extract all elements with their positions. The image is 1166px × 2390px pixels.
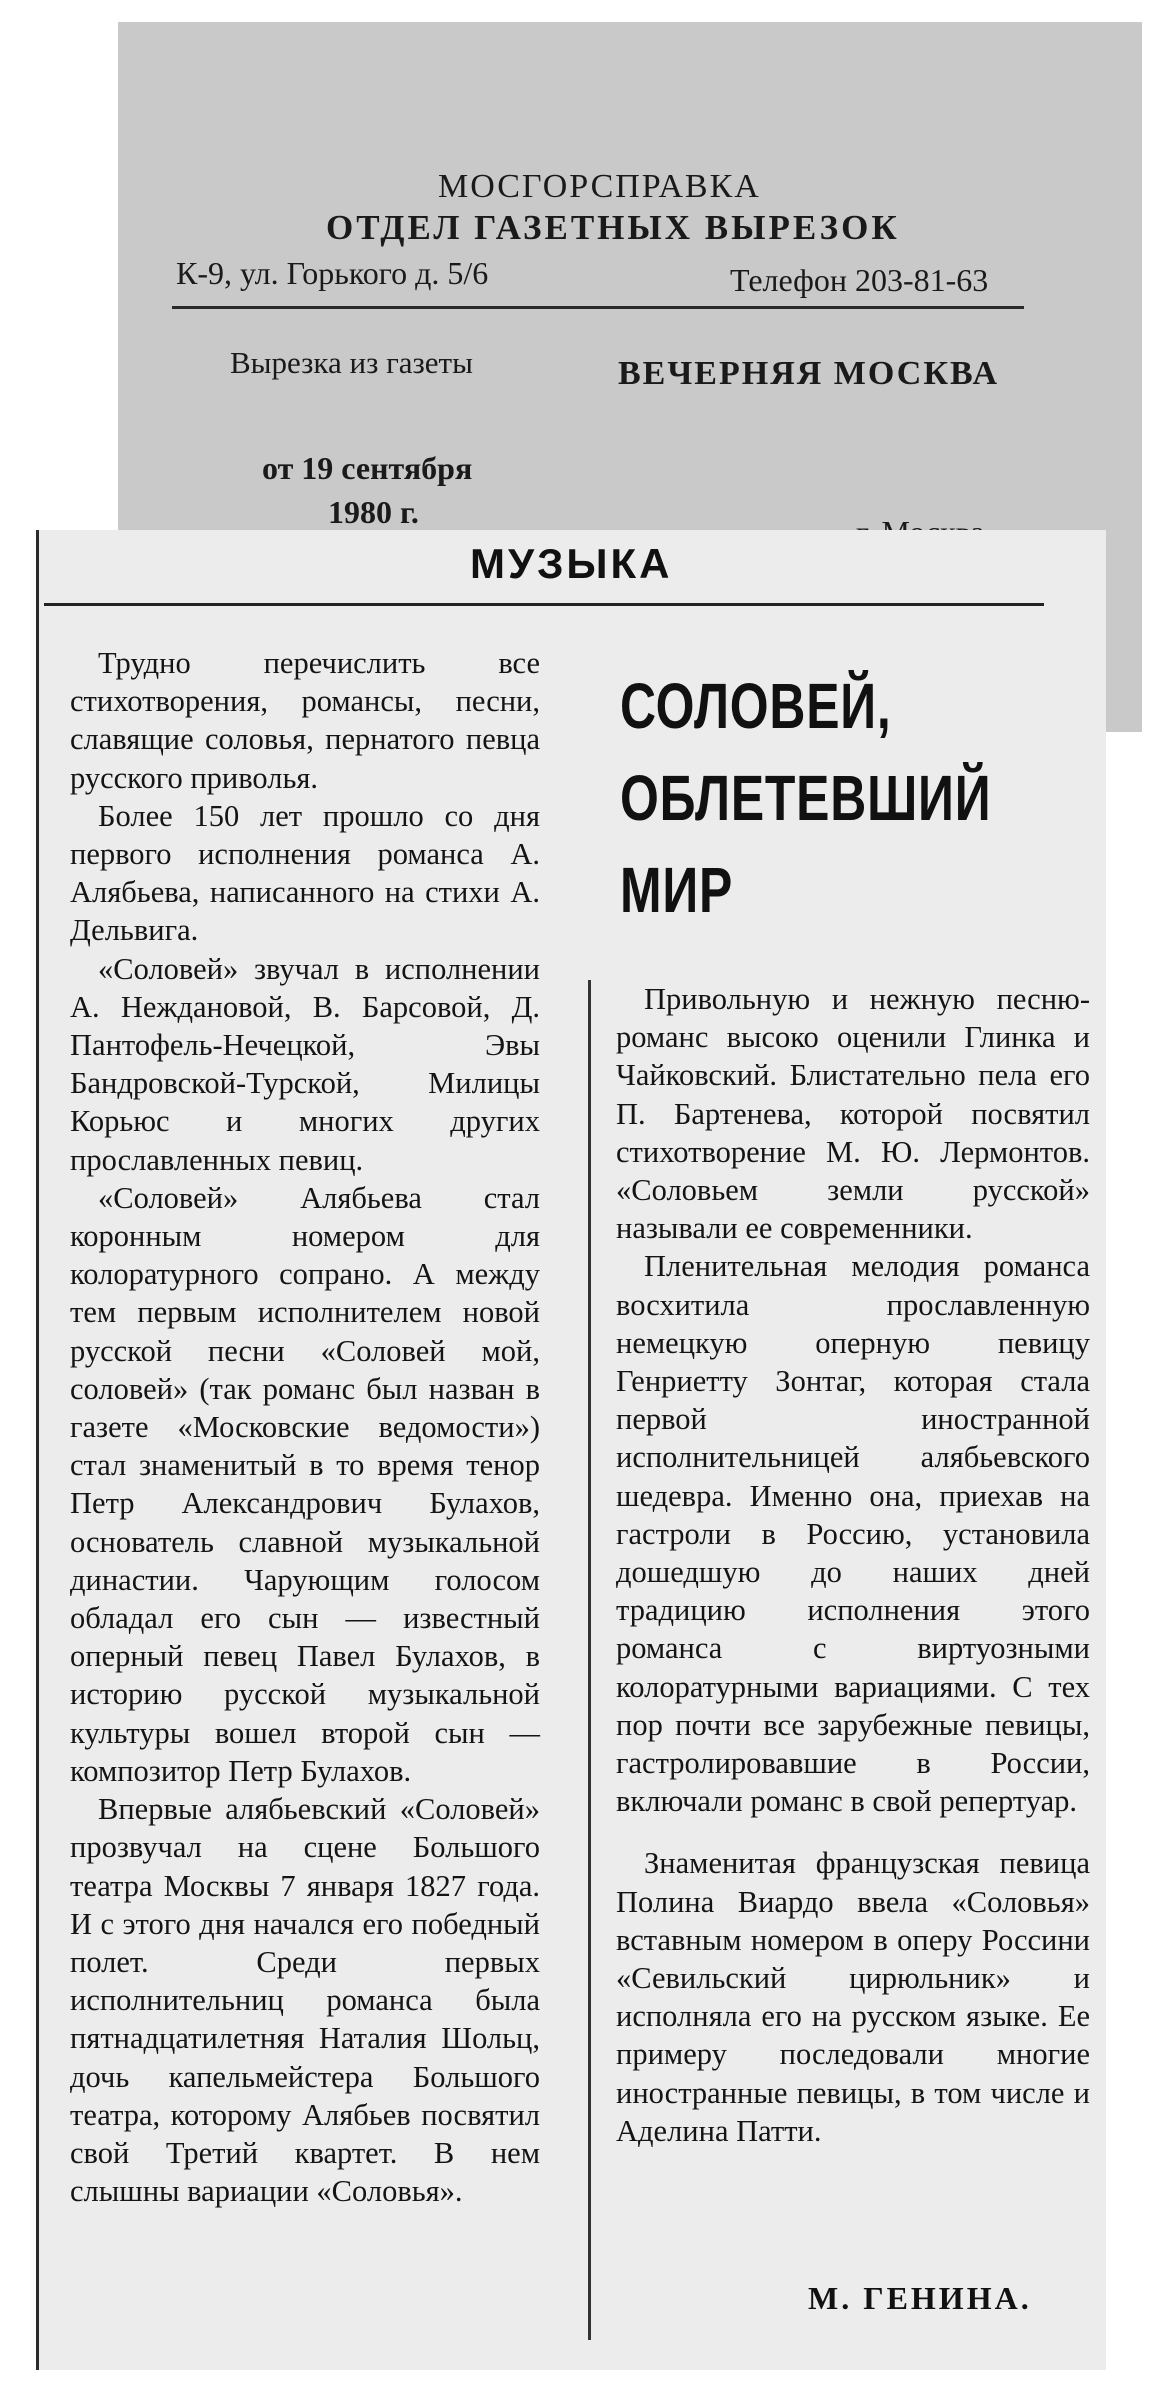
article-headline (620, 660, 992, 936)
department-name: ОТДЕЛ ГАЗЕТНЫХ ВЫРЕЗОК (326, 208, 900, 247)
article-paragraph: Более 150 лет прошло со дня первого исполнения романса А. Алябьева, написанного на стихи А. Дельвига. (70, 798, 540, 948)
article-paragraph: Трудно перечислить все стихотворения, романсы, песни, славящие соловья, пернатого певца русского приволья. (70, 646, 540, 795)
newspaper-name: ВЕЧЕРНЯЯ МОСКВА (618, 355, 1000, 392)
column-divider (588, 980, 591, 2340)
headline-line: ОБЛЕТЕВШИЙ (620, 762, 992, 834)
rubric-divider (44, 603, 1044, 606)
agency-address: К-9, ул. Горького д. 5/6 (176, 255, 489, 291)
clip-year: 1980 г. (328, 494, 419, 530)
article-paragraph: «Соловей» Алябьева стал коронным номером для колоратурного сопрано. А между тем первым исполнителем новой русской песни «Соловей мой, соловей» (так романс был назван в газете «Московские ведомости») стал знаменитый в то время тенор Петр Александрович Булахов, основатель славной музыкальной династии. Чарующим голосом обладал его сын — известный оперный певец Павел Булахов, в историю русской музыкальной культуры вошел второй сын — композитор Петр Булахов. (70, 1180, 540, 1788)
section-rubric: МУЗЫКА (470, 540, 673, 587)
article-paragraph: Знаменитая французская певица Полина Виардо ввела «Соловья» вставным номером в оперу Россини «Севильский цирюльник» и исполняла его на русском языке. Ее примеру последовали многие иностранные певицы, в том числе и Аделина Патти. (616, 1846, 1090, 2148)
headline-line: МИР (620, 854, 734, 926)
article-left-column (70, 644, 540, 2210)
headline-line: СОЛОВЕЙ, (620, 670, 892, 742)
clip-date: от 19 сентября (262, 450, 473, 486)
clipping-left-border (36, 530, 39, 2370)
agency-phone: Телефон 203-81-63 (730, 262, 989, 298)
article-paragraph: Пленительная мелодия романса восхитила прославленную немецкую оперную певицу Генриетту Зонтаг, которая стала первой иностранной исполнительницей алябьевского шедевра. Именно она, приехав на гастроли в Россию, установила дошедшую до наших дней традицию исполнения этого романса с виртуозными колоратурными вариациями. С тех пор почти все зарубежные певицы, гастролировавшие в России, включали романс в свой репертуар. (616, 1249, 1090, 1819)
agency-name: МОСГОРСПРАВКА (438, 168, 761, 205)
article-paragraph: «Соловей» звучал в исполнении А. Неждановой, В. Барсовой, Д. Пантофель-Нечецкой, Эвы Бандровской-Турской, Милицы Корьюс и многих других прославленных певиц. (70, 951, 540, 1177)
article-paragraph: Впервые алябьевский «Соловей» прозвучал на сцене Большого театра Москвы 7 января 1827 года. И с этого дня начался его победный полет. Среди первых исполнительниц романса была пятнадцатилетняя Наталия Шольц, дочь капельмейстера Большого театра, которому Алябьев посвятил свой Третий квартет. В нем слышны вариации «Соловья». (70, 1792, 540, 2209)
clip-source-label: Вырезка из газеты (230, 345, 473, 380)
author-signature: М. ГЕНИНА. (808, 2280, 1032, 2316)
label-divider (172, 306, 1024, 309)
article-paragraph: Привольную и нежную песню-романс высоко оценили Глинка и Чайковский. Блистательно пела его П. Бартенева, которой посвятил стихотворение М. Ю. Лермонтов. «Соловьем земли русской» называли ее современники. (616, 982, 1090, 1246)
article-right-column (616, 980, 1090, 2150)
